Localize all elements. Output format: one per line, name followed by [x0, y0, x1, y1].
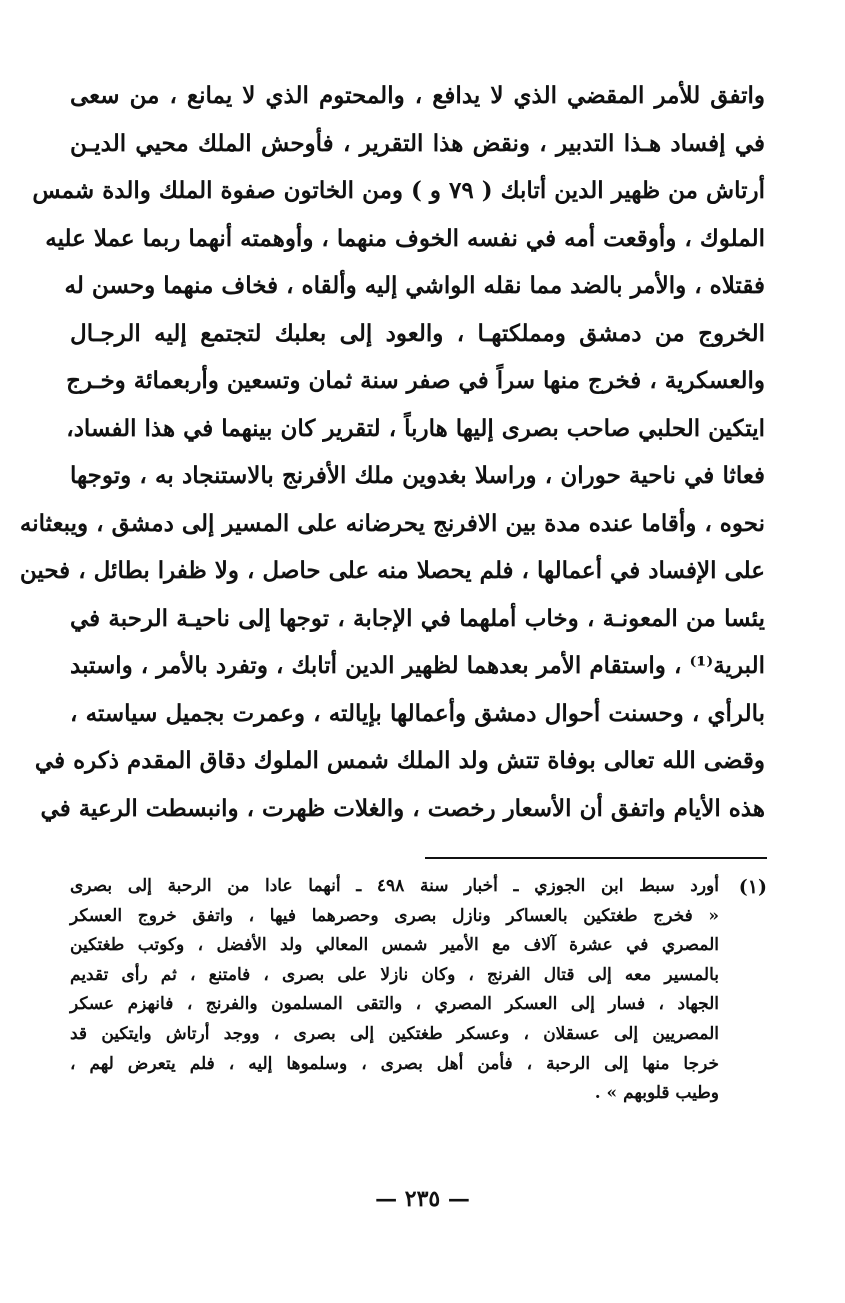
text-line: وقضى الله تعالى بوفاة تتش ولد الملك شمس الملوك دقاق المقدم ذكره في	[34, 747, 765, 774]
footnote-line: أورد سبط ابن الجوزي ـ أخبار سنة ٤٩٨ ـ أنهما عادا من الرحبة إلى بصرى	[70, 876, 719, 896]
text-line: يئسا من المعونـة ، وخاب أملهما في الإجابة ، توجها إلى ناحيـة الرحبة في	[70, 604, 765, 632]
footnote-line: الجهاد ، فسار إلى العسكر المصري ، والتقى المسلمون والفرنج ، فانهزم عسكر	[70, 994, 719, 1015]
footnote-marker: (١)	[738, 876, 767, 898]
footnote-line: بالمسير معه إلى قتال الفرنج ، وكان نازلا على بصرى ، فامتنع ، ثم رأى تقديم	[70, 964, 719, 985]
page-number: — ٢٣٥ —	[375, 1186, 470, 1212]
text-line: الملوك ، وأوقعت أمه في نفسه الخوف منهما ، وأوهمته أنهما ربما عملا عليه	[45, 224, 765, 252]
text-line: واتفق للأمر المقضي الذي لا يدافع ، والمحتوم الذي لا يمانع ، من سعى	[70, 82, 765, 109]
text-line: الخروج من دمشق ومملكتهـا ، والعود إلى بعلبك لتجتمع إليه الرجـال	[70, 319, 765, 347]
footnote-line: « فخرج طغتكين بالعساكر ونازل بصرى وحصرهما فيها ، واتفق خروج العسكر	[70, 905, 719, 926]
text-line: في إفساد هـذا التدبير ، ونقض هذا التقرير ، فأوحش الملك محيي الديـن	[70, 129, 765, 157]
footnote	[70, 872, 767, 1109]
text-line: ايتكين الحلبي صاحب بصرى إليها هارباً ، لتقرير كان بينهما في هذا الفساد،	[66, 414, 765, 442]
text-line: أرتاش من ظهير الدين أتابك ( ٧٩ و ) ومن الخاتون صفوة الملك والدة شمس	[32, 177, 765, 204]
footnote-line: المصريين إلى عسقلان ، وعسكر طغتكين إلى بصرى ، ووجد أرتاش وايتكين قد	[70, 1023, 719, 1044]
text-line: بالرأي ، وحسنت أحوال دمشق وأعمالها بإيالته ، وعمرت بجميل سياسته ،	[70, 699, 765, 727]
footnote-line: المصري في عشرة آلاف مع الأمير شمس المعالي ولد الأفضل ، وكوتب طغتكين	[70, 935, 719, 956]
text-line: والعسكرية ، فخرج منها سراً في صفر سنة ثمان وتسعين وأربعمائة وخـرج	[66, 367, 765, 394]
text-line: فعاثا في ناحية حوران ، وراسلا بغدوين ملك الأفرنج بالاستنجاد به ، وتوجها	[70, 462, 765, 489]
text-line: فقتلاه ، والأمر بالضد مما نقله الواشي إليه وألقاه ، فخاف منهما وحسن له	[64, 272, 765, 299]
footnote-text	[70, 872, 719, 1109]
text-line: على الإفساد في أعمالها ، فلم يحصلا منه على حاصل ، ولا ظفرا بطائل ، فحين	[19, 557, 765, 584]
main-text	[19, 72, 765, 832]
text-line: البرية⁽¹⁾ ، واستقام الأمر بعدهما لظهير الدين أتابك ، وتفرد بالأمر ، واستبد	[70, 652, 765, 679]
footnote-line: وطيب قلوبهم » .	[594, 1083, 719, 1104]
text-line: نحوه ، وأقاما عنده مدة بين الافرنج يحرضانه على المسير إلى دمشق ، ويبعثانه	[19, 509, 765, 537]
footnote-line: خرجا منها إلى الرحبة ، فأمن أهل بصرى ، وسلموها إليه ، فلم يتعرض لهم ،	[70, 1053, 719, 1074]
footnote-divider	[425, 857, 767, 859]
text-line: هذه الأيام واتفق أن الأسعار رخصت ، والغلات ظهرت ، وانبسطت الرعية في	[40, 794, 765, 822]
